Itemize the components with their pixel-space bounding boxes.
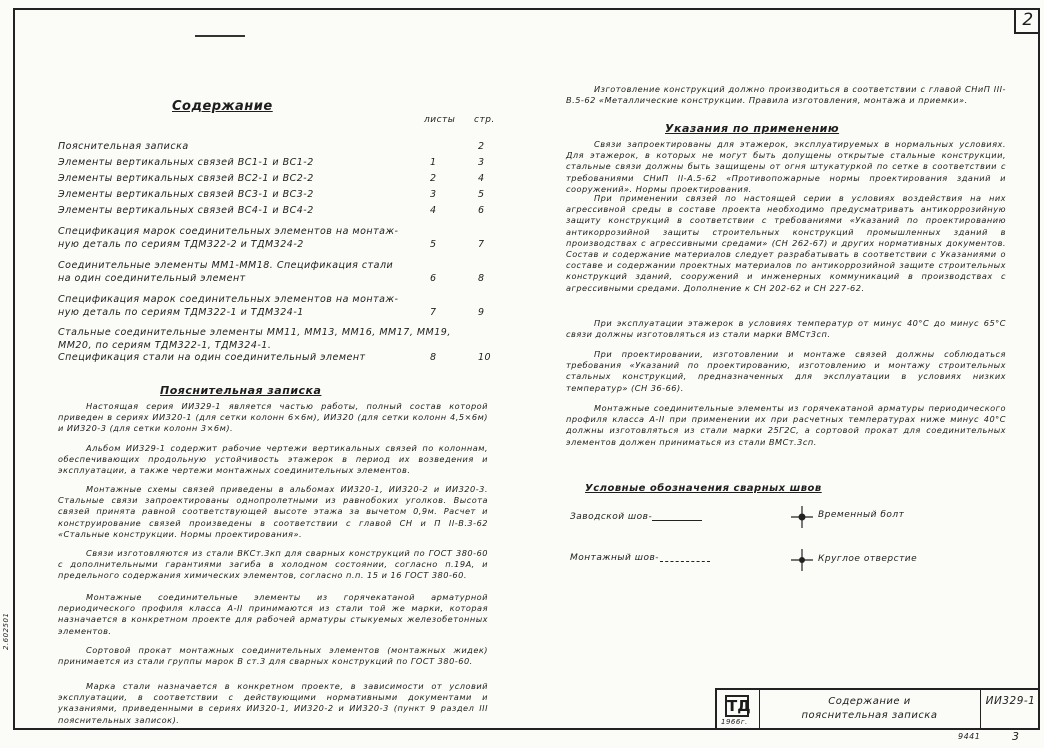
right-paragraph: При проектировании, изготовлении и монтаже связей должны соблюдаться требования «Указаний по проектированию, изготовлению и монтажу строительных стальных конструкций, предназначенных для эксплуатации в условиях низких температур» (СН 36-66). (566, 349, 1006, 393)
toc-item-text: Спецификация стали на один соединительный элемент (58, 352, 366, 363)
toc-item-page: 5 (478, 189, 485, 200)
toc-item-text: Спецификация марок соединительных элементов на монтаж- (58, 226, 399, 237)
left-paragraph: Альбом ИИ329-1 содержит рабочие чертежи вертикальных связей по колоннам, обеспечивающих продольную устойчивость этажерок в период их возведения и эксплуатации, а также чертежи монтажных соединительных элементов. (58, 443, 488, 476)
toc-item (58, 173, 488, 186)
toc-item-page: 7 (478, 238, 485, 250)
legend-site-weld-label: Монтажный шов- (570, 553, 660, 563)
toc-item-sheet: 4 (430, 205, 437, 216)
toc-item-text: ную деталь по сериям ТДМ322-2 и ТДМ324-2 (58, 238, 304, 250)
toc-item-sheet: 1 (430, 157, 437, 168)
toc-item-sheet: 6 (430, 272, 437, 284)
bottom-note: 9441 (958, 732, 981, 741)
toc-item-text: ММ20, по сериям ТДМ322-1, ТДМ324-1. (58, 339, 272, 351)
series-code: ИИ329-1 (985, 695, 1036, 707)
toc-item-text: ную деталь по сериям ТДМ322-1 и ТДМ324-1 (58, 306, 304, 318)
toc-item-text: Стальные соединительные элементы ММ11, ММ13, ММ16, ММ17, ММ19, (58, 327, 451, 338)
right-paragraph: Монтажные соединительные элементы из горячекатаной арматуры периодического профиля класса А-II при применении их при расчетных температурах ниже минус 40°С должны изготовляться из стали марки 25Г2С, а сортовой прокат для соединительных элементов должен приниматься из стали ВМСт.3сп. (566, 403, 1006, 447)
toc-item-text: Элементы вертикальных связей ВС2-1 и ВС2-2 (58, 173, 314, 184)
logo-year: 1966г. (721, 718, 748, 726)
toc-item-text: Соединительные элементы ММ1-ММ18. Спецификация стали (58, 260, 394, 271)
temp-bolt-icon (790, 505, 814, 529)
top-dash-mark (195, 35, 245, 37)
legend-temp-bolt-label: Временный болт (818, 510, 905, 520)
left-paragraph: Монтажные соединительные элементы из горячекатаной арматурной периодического профиля класса А-II принимаются из стали той же марки, которая назначается в конкретном проекте для рабочей арматуры стыкуемых железобетонных элементов. (58, 592, 488, 636)
left-paragraph: Сортовой прокат монтажных соединительных элементов (монтажных жидек) принимается из стали группы марок В ст.3 для сварных конструкций по ГОСТ 380-60. (58, 645, 488, 667)
toc-item-text: на один соединительный элемент (58, 272, 246, 284)
title-block-logo-cell (717, 690, 760, 730)
legend-title: Условные обозначения сварных швов (585, 483, 822, 494)
toc-item-text: Пояснительная записка (58, 141, 189, 152)
toc-item-sheet: 2 (430, 173, 437, 184)
left-paragraph: Настоящая серия ИИ329-1 является частью работы, полный состав которой приведен в сериях ИИ320-1 (для сетки колонн 6×6м), ИИ320 (для сетки колонн 4,5×6м) и ИИ320-3 (для сетки колонн 3×6м). (58, 401, 488, 434)
toc-item (58, 157, 488, 170)
bottom-number: 3 (1012, 730, 1020, 743)
toc-item (58, 327, 492, 365)
title-block-title (759, 690, 981, 730)
toc-item-text: Элементы вертикальных связей ВС4-1 и ВС4-2 (58, 205, 314, 216)
toc-item-sheet: 3 (430, 189, 437, 200)
toc-item-page: 10 (478, 352, 492, 363)
site-weld-symbol (660, 561, 710, 562)
toc-item (58, 189, 488, 202)
right-paragraph: При применении связей по настоящей серии в условиях воздействия на них агрессивной среды в составе проекта необходимо предусматривать антикоррозийную защиту конструкций в соответствии с требованиями «Указаний по проектированию антикоррозийной защиты строительных конструкций промышленных зданий в производствах с агрессивными средами» (СН 262-67) и других нормативных документов. Состав и содержание материалов следует разрабатывать в соответствии с Указаниями о составе и содержании проектных материалов по антикоррозийной защите строительных конструкций зданий, сооружений и инженерных коммуникаций в производствах с агрессивными средами. Дополнение к СН 202-62 и СН 227-62. (566, 193, 1006, 293)
legend-round-hole-label: Круглое отверстие (818, 554, 918, 564)
left-paragraph: Марка стали назначается в конкретном проекте, в зависимости от условий эксплуатации, в соответствии с действующими нормативными документами и указаниями, приведенными в сериях ИИ320-1, ИИ320-2 и ИИ320-3 (пункт 9 раздел III пояснительных записок). (58, 681, 488, 725)
toc-item (58, 226, 488, 251)
factory-weld-symbol (652, 520, 702, 521)
right-paragraph: При эксплуатации этажерок в условиях температур от минус 40°С до минус 65°С связи должны изготовляться из стали марки ВМСт3сп. (566, 318, 1006, 340)
left-paragraph: Связи изготовляются из стали ВКСт.3кп для сварных конструкций по ГОСТ 380-60 с дополнительными гарантиями загиба в холодном состоянии, согласно п.19А, и предельного содержания химических элементов, согласно п.п. 15 и 16 ГОСТ 380-60. (58, 548, 488, 581)
sheet-number: 2 (1014, 8, 1040, 34)
title-line-1: Содержание и (828, 696, 911, 707)
title-block (715, 688, 1040, 730)
margin-stamp: 2.602501 (2, 612, 10, 650)
toc-item-text: Элементы вертикальных связей ВС3-1 и ВС3-2 (58, 189, 314, 200)
toc-title: Содержание (172, 99, 273, 114)
toc-item-page: 3 (478, 157, 485, 168)
right-section-title: Указания по применению (665, 122, 840, 135)
toc-item-sheet: 5 (430, 238, 437, 250)
institute-logo: ТД (727, 697, 751, 715)
toc-item-page: 4 (478, 173, 485, 184)
toc-item (58, 294, 488, 319)
right-paragraph: Связи запроектированы для этажерок, эксплуатируемых в нормальных условиях. Для этажерок, в которых не могут быть допущены открытые стальные конструкции, стальные связи должны быть защищены от огня штукатуркой по сетке в соответствии с требованиями СНиП II-А.5-62 «Противопожарные нормы проектирования зданий и сооружений». Нормы проектирования. (566, 139, 1006, 194)
toc-item-page: 9 (478, 306, 485, 318)
left-paragraph: Монтажные схемы связей приведены в альбомах ИИ320-1, ИИ320-2 и ИИ320-3. Стальные связи запроектированы однопролетными из равнобоких уголков. Высота связей принята равной соответствующей высоте этажа за вычетом 0,9м. Расчет и конструирование связей произведены в соответствии с главой СН и П II-В.3-62 «Стальные конструкции. Нормы проектирования». (58, 484, 488, 539)
round-hole-icon (790, 548, 814, 572)
right-intro: Изготовление конструкций должно производиться в соответствии с главой СНиП III-В.5-62 «Металлические конструкции. Правила изготовления, монтажа и приемки». (566, 84, 1006, 106)
toc-item (58, 260, 488, 285)
toc-item-text: Элементы вертикальных связей ВС1-1 и ВС1-2 (58, 157, 314, 168)
left-section-title: Пояснительная записка (160, 384, 322, 397)
title-line-2: пояснительная записка (801, 710, 938, 721)
toc-item-sheet: 7 (430, 306, 437, 318)
legend-factory-weld-label: Заводской шов- (570, 512, 653, 522)
toc-item-page: 2 (478, 141, 485, 152)
toc-item-sheet: 8 (430, 352, 437, 363)
toc-item-text: Спецификация марок соединительных элементов на монтаж- (58, 294, 399, 305)
toc-item-page: 6 (478, 205, 485, 216)
toc-col-pages: стр. (474, 115, 495, 125)
toc-item (58, 141, 488, 154)
toc-item (58, 205, 488, 218)
toc-item-page: 8 (478, 272, 485, 284)
toc-col-sheets: листы (424, 115, 456, 125)
